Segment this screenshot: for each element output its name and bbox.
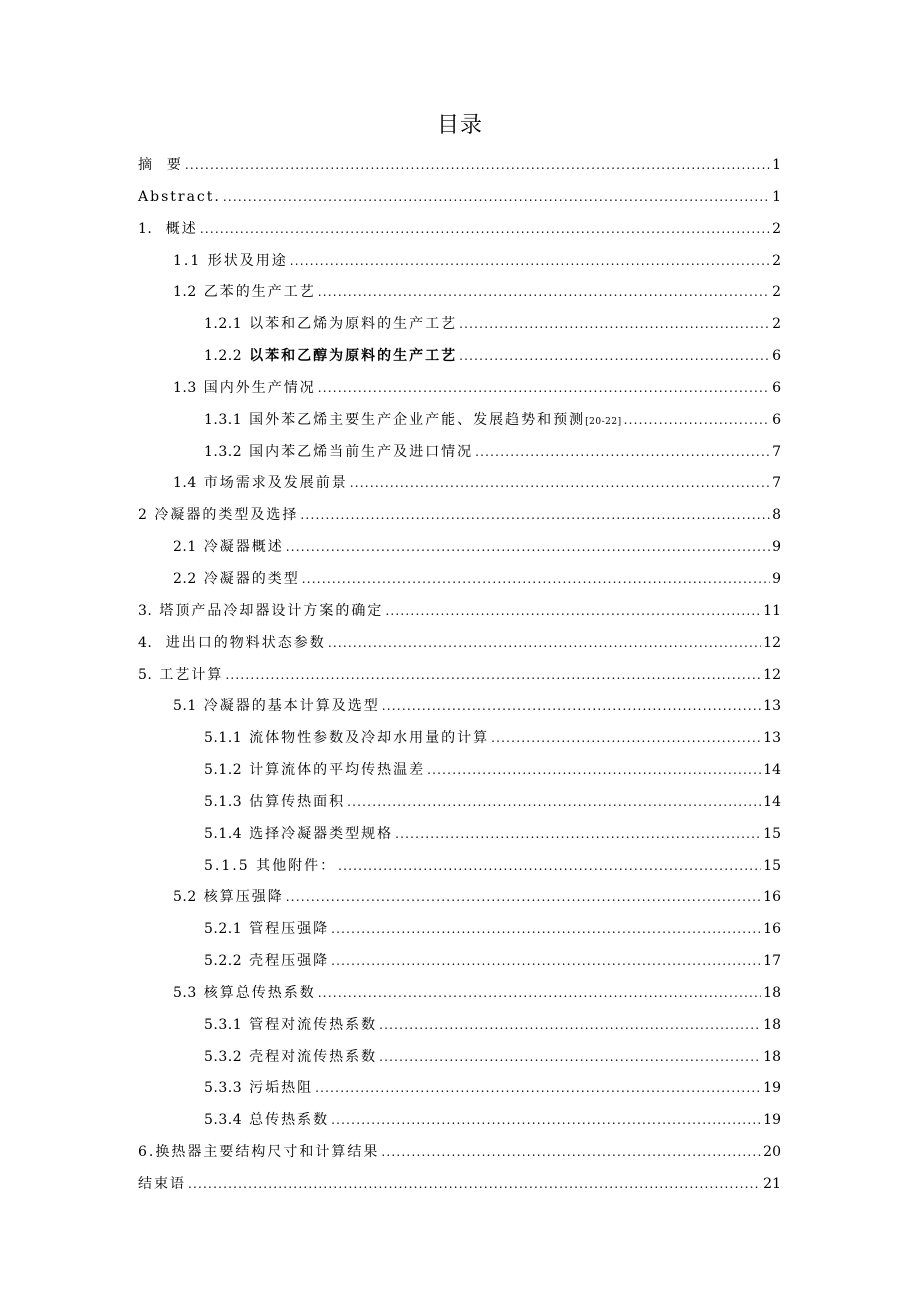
toc-entry-number: 1.2.1: [204, 316, 243, 333]
toc-dot-leader: [300, 500, 770, 532]
toc-entry-label: 冷凝器的类型及选择: [154, 507, 299, 524]
toc-entry-page-number: 2: [772, 316, 781, 333]
toc-entry-page-number: 6: [772, 379, 781, 396]
toc-entry-label: 冷凝器的基本计算及选型: [203, 698, 380, 715]
toc-entry-label: 国外苯乙烯主要生产企业产能、发展趋势和预测: [249, 411, 586, 428]
toc-entry-page-number: 19: [763, 1112, 781, 1129]
toc-entry[interactable]: [138, 723, 781, 755]
toc-dot-leader: [338, 851, 761, 883]
toc-entry-page-number: 11: [763, 602, 781, 619]
toc-entry-label: 进出口的物料状态参数: [159, 634, 326, 651]
toc-entry[interactable]: [138, 691, 781, 723]
toc-entry[interactable]: [138, 468, 781, 500]
toc-entry-page-number: 14: [763, 762, 781, 779]
toc-dot-leader: [290, 246, 770, 278]
toc-entry-number: 3.: [138, 602, 153, 619]
toc-entry-page-number: 7: [772, 475, 781, 492]
toc-entry[interactable]: [138, 1169, 781, 1201]
toc-dot-leader: [286, 882, 761, 914]
toc-dot-leader: [381, 1137, 761, 1169]
toc-entry-number: 5.1: [173, 698, 197, 715]
toc-entry-label: 以苯和乙烯为原料的生产工艺: [249, 316, 458, 333]
toc-entry-number: 1.: [138, 220, 153, 237]
toc-entry-number: 1.2.2: [204, 348, 243, 365]
toc-entry[interactable]: [138, 755, 781, 787]
toc-entry-number: 5.3.2: [204, 1048, 243, 1065]
toc-entry-page-number: 13: [763, 730, 781, 747]
toc-dot-leader: [382, 691, 761, 723]
toc-entry-number: 5.3.3: [204, 1080, 243, 1097]
toc-entry-page-number: 2: [772, 252, 781, 269]
toc-dot-leader: [318, 373, 770, 405]
toc-entry-page-number: 1: [772, 188, 781, 205]
toc-entry-page-number: 13: [763, 698, 781, 715]
toc-entry-label: 选择冷凝器类型规格: [249, 825, 394, 842]
toc-entry[interactable]: [138, 914, 781, 946]
toc-entry[interactable]: [138, 1010, 781, 1042]
toc-entry-number: 1.3.1: [204, 411, 243, 428]
toc-entry-page-number: 12: [763, 634, 781, 651]
toc-entry-number: 5.1.3: [204, 793, 243, 810]
toc-entry[interactable]: [138, 628, 781, 660]
toc-dot-leader: [315, 1073, 761, 1105]
toc-entry-page-number: 18: [763, 1048, 781, 1065]
toc-entry-number: 5.1.4: [204, 825, 243, 842]
toc-dot-leader: [624, 405, 770, 437]
toc-entry-page-number: 1: [772, 157, 781, 173]
toc-entry-label: 摘 要: [138, 157, 183, 173]
toc-entry-page-number: 6: [772, 411, 781, 428]
toc-entry-label: 污垢热阻: [249, 1080, 314, 1097]
toc-dot-leader: [331, 914, 761, 946]
toc-entry-page-number: 19: [763, 1080, 781, 1097]
toc-entry-label: 估算传热面积: [249, 793, 346, 810]
toc-entry-label: 总传热系数: [249, 1112, 330, 1129]
toc-entry-number: 5.1.1: [204, 730, 243, 747]
toc-dot-leader: [347, 787, 761, 819]
toc-entry-page-number: 17: [763, 953, 781, 970]
toc-dot-leader: [379, 1042, 761, 1074]
toc-entry-label: 核算总传热系数: [203, 984, 316, 1001]
toc-entry-label: 乙苯的生产工艺: [203, 284, 316, 301]
toc-entry-number: 5.3.4: [204, 1112, 243, 1129]
toc-entry[interactable]: 1.3.1 国外苯乙烯主要生产企业产能、发展趋势和预测 [20-22] ..... 6: [138, 405, 781, 437]
toc-entry-number: 2.1: [173, 539, 197, 556]
toc-entry[interactable]: [138, 660, 781, 692]
toc-entry-label: Abstract.: [138, 188, 221, 205]
toc-entry-label: 冷凝器的类型: [203, 570, 300, 587]
toc-entry[interactable]: [138, 277, 781, 309]
toc-entry-number: 2: [138, 507, 148, 524]
toc-entry-number: 5.2.2: [204, 953, 243, 970]
toc-entry-page-number: 6: [772, 348, 781, 365]
toc-entry-page-number: 14: [763, 793, 781, 810]
toc-dot-leader: [318, 277, 770, 309]
toc-entry[interactable]: [138, 341, 781, 373]
toc-entry-number: 1.4: [173, 475, 197, 492]
toc-dot-leader: [188, 1169, 761, 1201]
toc-entry-number: 5.3.1: [204, 1016, 243, 1033]
toc-dot-leader: [385, 596, 761, 628]
toc-entry-number: 4.: [138, 634, 153, 651]
toc-entry-page-number: 7: [772, 443, 781, 460]
toc-entry-page-number: 8: [772, 507, 781, 524]
toc-entry-label: 管程压强降: [249, 921, 330, 938]
toc-entry-number: 5.1.2: [204, 762, 243, 779]
toc-entry-label: 冷凝器概述: [203, 539, 284, 556]
toc-entry-label: 5.1.5 其他附件：: [204, 857, 337, 874]
toc-entry-page-number: 16: [763, 921, 781, 938]
toc-entry[interactable]: [138, 882, 781, 914]
toc-entry[interactable]: [138, 787, 781, 819]
toc-entry[interactable]: [138, 500, 781, 532]
toc-dot-leader: [225, 660, 761, 692]
toc-entry-page-number: 9: [772, 539, 781, 556]
toc-dot-leader: [475, 437, 770, 469]
toc-entry-page-number: 15: [763, 825, 781, 842]
toc-dot-leader: [395, 819, 761, 851]
toc-entry-label: 以苯和乙醇为原料的生产工艺: [249, 348, 458, 365]
toc-dot-leader: [286, 532, 770, 564]
toc-entry-number: 5.: [138, 666, 153, 683]
toc-entry-label: 国内苯乙烯当前生产及进口情况: [249, 443, 474, 460]
toc-entry-label: 国内外生产情况: [203, 379, 316, 396]
toc-entry-page-number: 20: [763, 1144, 781, 1161]
page-title: 目录: [436, 113, 483, 138]
toc-entry-number: 5.2: [173, 889, 197, 906]
toc-entry-number: 1.3: [173, 379, 197, 396]
toc-dot-leader: [491, 723, 761, 755]
toc-dot-leader: [350, 468, 770, 500]
toc-entry-page-number: 18: [763, 984, 781, 1001]
toc-entry-label: 概述: [159, 220, 198, 237]
toc-dot-leader: [379, 1010, 761, 1042]
toc-entry[interactable]: [138, 851, 781, 883]
toc-dot-leader: [427, 755, 761, 787]
toc-entry-number: 1.3.2: [204, 443, 243, 460]
toc-dot-leader: [331, 1105, 761, 1137]
toc-entry-page-number: 9: [772, 570, 781, 587]
toc-entry[interactable]: [138, 309, 781, 341]
toc-entry-number: 5.2.1: [204, 921, 243, 938]
toc-dot-leader: [459, 341, 770, 373]
toc-entry[interactable]: [138, 150, 781, 182]
toc-entry-number: 2.2: [173, 570, 197, 587]
toc-entry[interactable]: [138, 1073, 781, 1105]
toc-entry-label: 工艺计算: [159, 666, 224, 683]
toc-entry-label: 流体物性参数及冷却水用量的计算: [249, 730, 490, 747]
toc-entry-label: 核算压强降: [203, 889, 284, 906]
toc-entry-label: 壳程压强降: [249, 953, 330, 970]
toc-entry[interactable]: [138, 1105, 781, 1137]
toc-entry-number: 1.2: [173, 284, 197, 301]
toc-dot-leader: [331, 946, 761, 978]
toc-entry-page-number: 16: [763, 889, 781, 906]
toc-dot-leader: [223, 182, 770, 214]
toc-dot-leader: [459, 309, 770, 341]
toc-entry-label: 管程对流传热系数: [249, 1016, 378, 1033]
toc-entry[interactable]: [138, 596, 781, 628]
toc-entry[interactable]: [138, 182, 781, 214]
toc-entry[interactable]: [138, 564, 781, 596]
toc-entry-label: 6.换热器主要结构尺寸和计算结果: [138, 1144, 380, 1161]
toc-entry-page-number: 18: [763, 1016, 781, 1033]
toc-entry-label: 计算流体的平均传热温差: [249, 762, 426, 779]
toc-entry-label: 结束语: [138, 1176, 186, 1192]
toc-dot-leader: [302, 564, 770, 596]
toc-entry[interactable]: [138, 1042, 781, 1074]
toc-entry[interactable]: [138, 819, 781, 851]
toc-entry[interactable]: [138, 946, 781, 978]
toc-entry-page-number: 12: [763, 666, 781, 683]
toc-entry-page-number: 2: [772, 284, 781, 301]
toc-dot-leader: [318, 978, 761, 1010]
toc-entry[interactable]: [138, 978, 781, 1010]
toc-entry-page-number: 2: [772, 220, 781, 237]
toc-entry[interactable]: [138, 1137, 781, 1169]
table-of-contents: [138, 150, 781, 1201]
toc-dot-leader: [185, 150, 770, 182]
toc-entry-page-number: 21: [763, 1176, 781, 1192]
toc-entry-label: 塔顶产品冷却器设计方案的确定: [159, 602, 384, 619]
toc-entry-page-number: 15: [763, 857, 781, 874]
toc-entry-number: 5.3: [173, 984, 197, 1001]
toc-dot-leader: [328, 628, 761, 660]
toc-entry-label: 市场需求及发展前景: [203, 475, 348, 492]
toc-dot-leader: [200, 214, 770, 246]
toc-entry-label: 1.1 形状及用途: [173, 252, 288, 269]
toc-entry[interactable]: [138, 214, 781, 246]
toc-entry[interactable]: [138, 246, 781, 278]
toc-entry[interactable]: [138, 373, 781, 405]
toc-entry-label: 壳程对流传热系数: [249, 1048, 378, 1065]
toc-entry[interactable]: [138, 532, 781, 564]
toc-entry[interactable]: [138, 437, 781, 469]
